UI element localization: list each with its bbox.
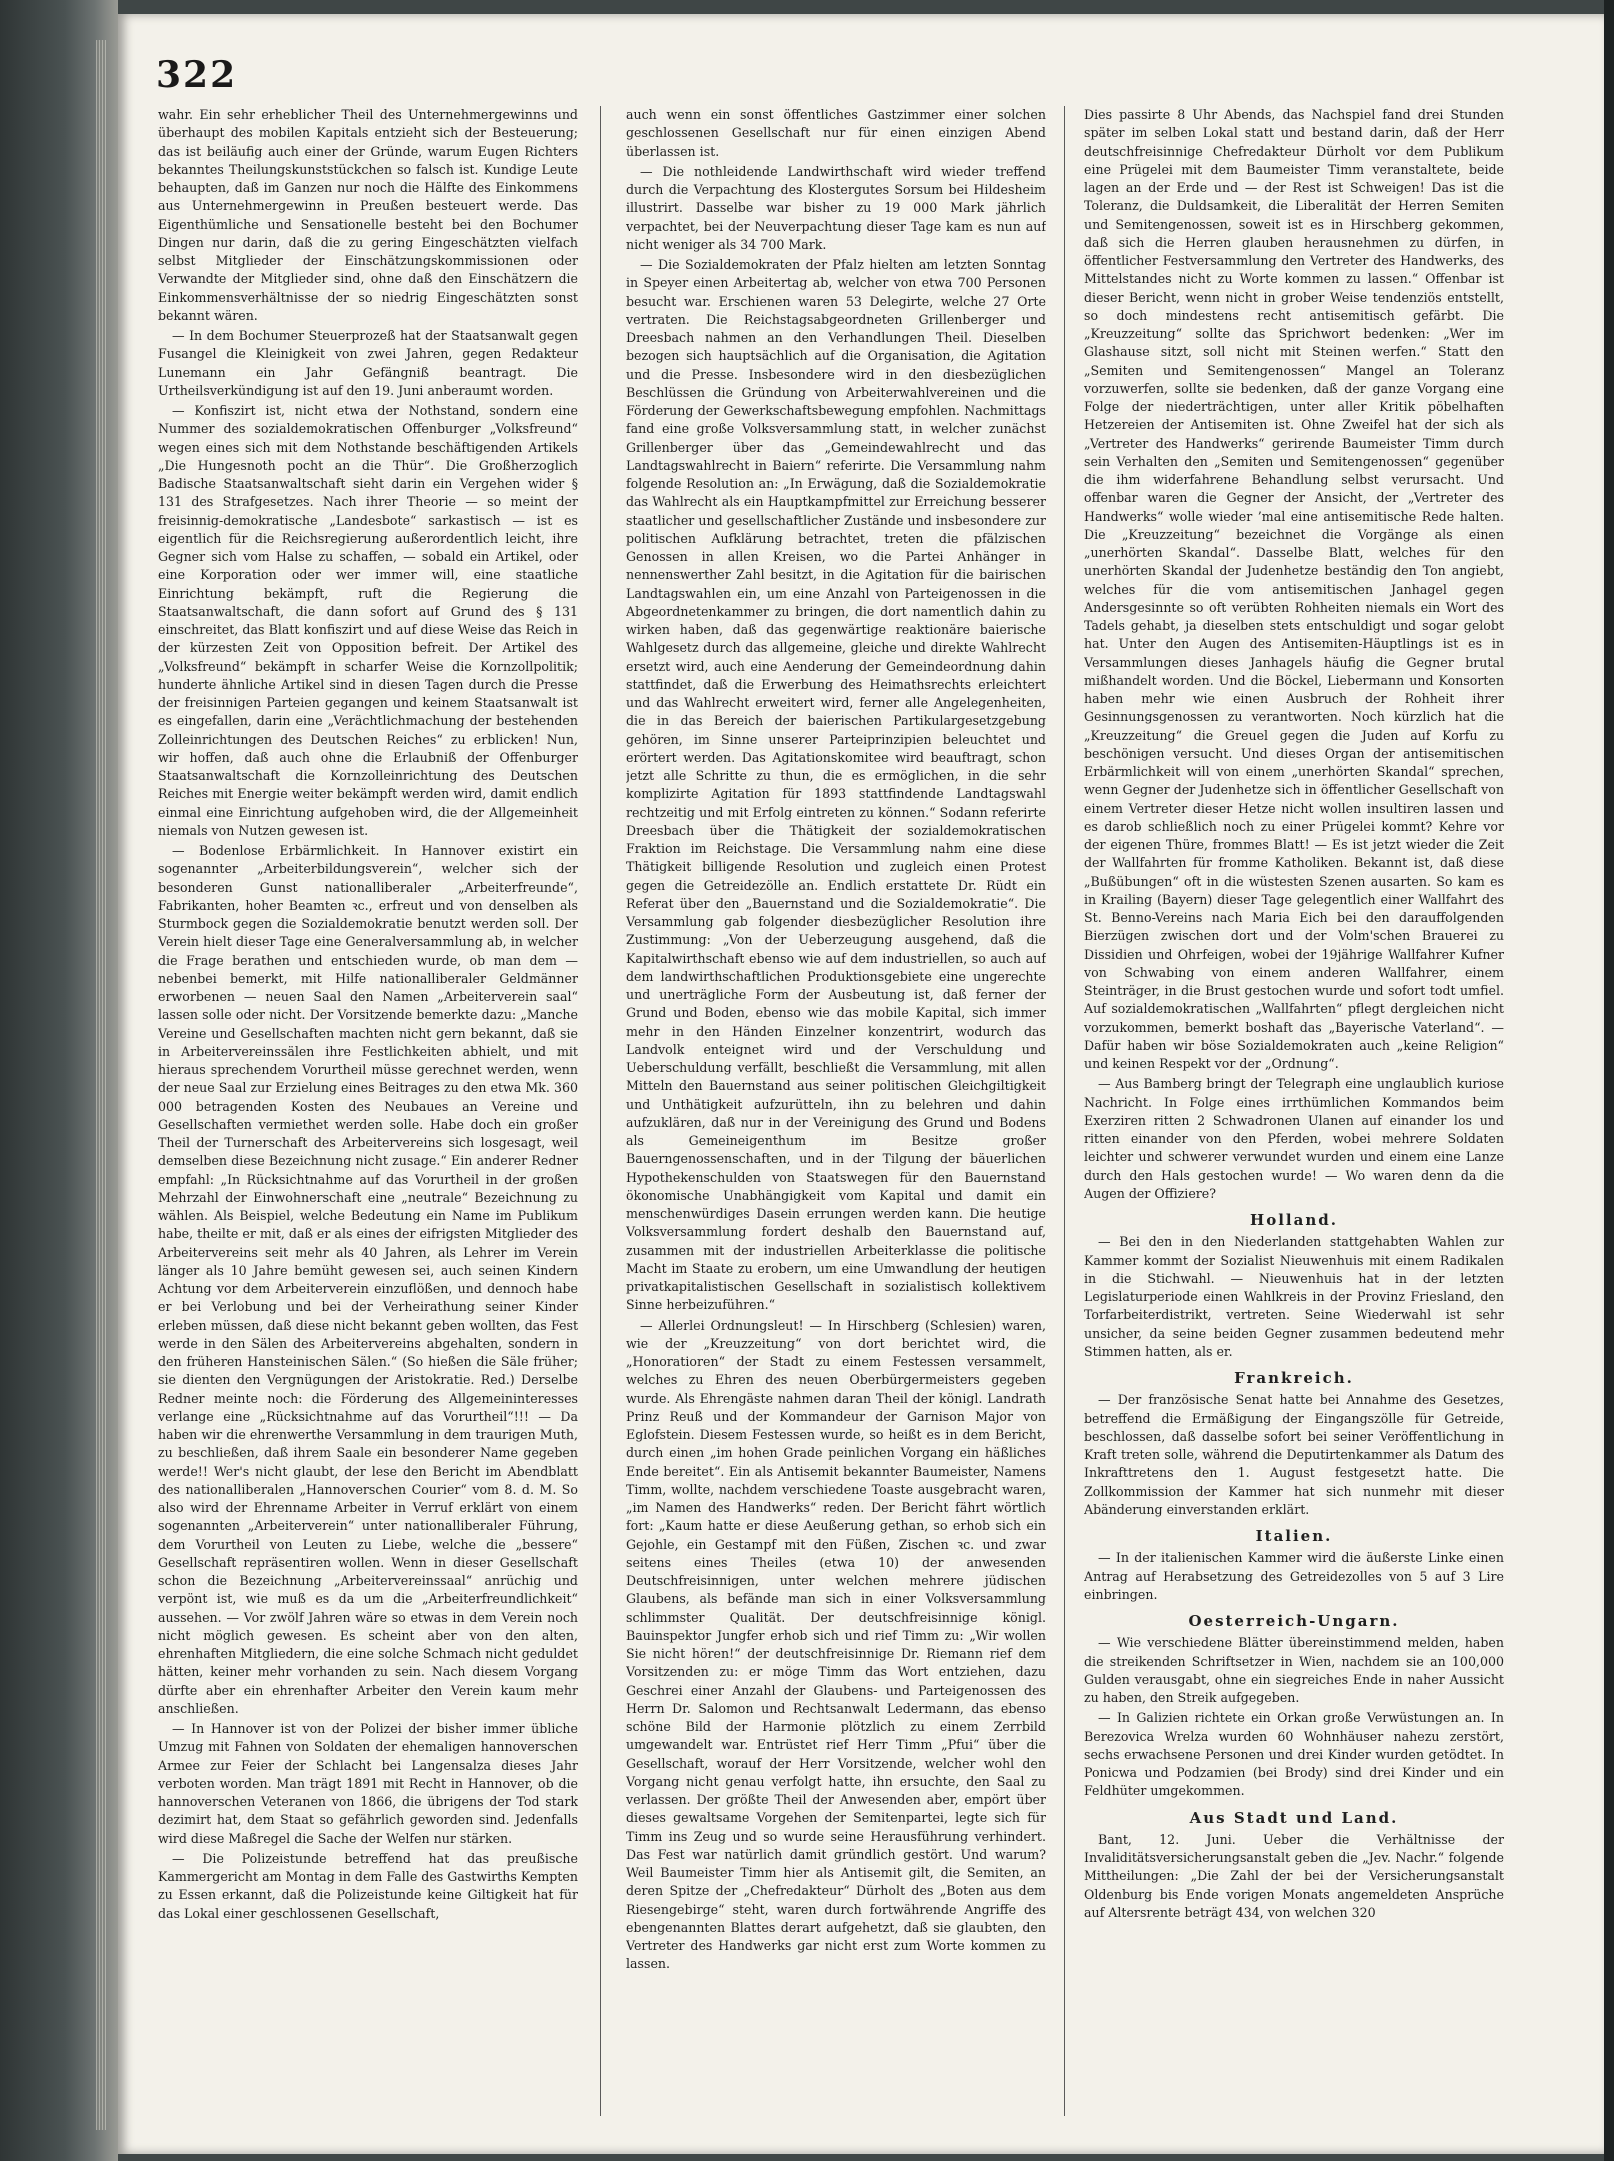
section-heading-holland: Holland. [1250, 1211, 1338, 1229]
article-paragraph: — Allerlei Ordnungsleut! — In Hirschberg (Schlesien) waren, wie der „Kreuzzeitung“ von dort berichtet wird, die „Honoratioren“ der Stadt zu einem Festessen versammelt, welches zu Ehren des neuen Oberbürgermeisters gegeben wurde. Als Ehrengäste nahmen daran Theil der königl. Landrath Prinz Reuß und der Kommandeur der Garnison Major von Eglofstein. Diesem Festessen wurde, so heißt es in dem Bericht, durch einen „im hohen Grade peinlichen Vorgang ein häßliches Ende bereitet“. Ein als Antisemit bekannter Baumeister, Namens Timm, wollte, nachdem verschiedene Toaste ausgebracht waren, „im Namen des Handwerks“ reden. Der Bericht fährt wörtlich fort: „Kaum hatte er diese Aeußerung gethan, so erhob sich ein Gejohle, ein Gestampf mit den Füßen, Zischen ꝛc. und zwar seitens eines Theiles (etwa 10) der anwesenden Deutschfreisinnigen, unter welchen mehrere jüdischen Glaubens, als befände man sich in einer Volksversammlung schlimmster Qualität. Der deutschfreisinnige königl. Bauinspektor Jungfer erhob sich und rief Timm zu: „Wir wollen Sie nicht hören!“ der deutschfreisinnige Dr. Riemann rief dem Vorsitzenden zu: er möge Timm das Wort entziehen, dazu Geschrei einer Anzahl der Glaubens- und Parteigenossen des Herrn Dr. Salomon und Rechtsanwalt Ledermann, das ebenso schöne Bild der Harmonie plötzlich zu einem Zerrbild umgewandelt war. Entrüstet rief Herr Timm „Pfui“ über die Gesellschaft, worauf der Herr Vorsitzende, welcher wohl den Vorgang nicht genau verfolgt hatte, ihn ersuchte, den Saal zu verlassen. Der größte Theil der Anwesenden aber, empört über dieses gewaltsame Vorgehen der Semitenpartei, legte sich für Timm ins Zeug und so wurde seine Herausführung verhindert. Das Fest war natürlich damit gründlich gestört. Und warum? Weil Baumeister Timm hier als Antisemit gilt, die Semiten, an deren Spitze der „Chefredakteur“ Dürholt des „Boten aus dem Riesengebirge“ steht, waren durch fortwährende Angriffe des ebengenannten Blattes derart aufgehetzt, daß sie glaubten, den Vertreter des Handwerks gar nicht erst zum Worte kommen zu lassen. [626, 1317, 1046, 1972]
section-heading-stadt-und-land: Aus Stadt und Land. [1189, 1808, 1399, 1827]
article-paragraph: — Die Polizeistunde betreffend hat das preußische Kammergericht am Montag in dem Falle des Gastwirths Kempten zu Essen erkannt, daß die Polizeistunde keine Giltigkeit hat für das Lokal einer geschlossenen Gesellschaft, [158, 1850, 578, 1921]
article-paragraph: — Wie verschiedene Blätter übereinstimmend melden, haben die streikenden Schriftsetzer in Wien, nachdem sie an 100,000 Gulden verausgabt, ohne ein siegreiches Ende in naher Aussicht zu haben, den Streik aufgegeben. [1084, 1635, 1504, 1705]
article-paragraph: — Die Sozialdemokraten der Pfalz hielten am letzten Sonntag in Speyer einen Arbeitertag ab, welcher von etwa 700 Personen besucht war. Erschienen waren 53 Delegirte, welche 27 Orte vertraten. Die Reichstagsabgeordneten Grillenberger und Dreesbach nahmen an den Verhandlungen Theil. Dieselben bezogen sich hauptsächlich auf die Organisation, die Agitation und die Presse. Insbesondere wird in den diesbezüglichen Beschlüssen die Gründung von Arbeiterwahlvereinen und die Förderung der Gewerkschaftsbewegung empfohlen. Nachmittags fand eine große Volksversammlung statt, in welcher zunächst Grillenberger über das „Gemeindewahlrecht und das Landtagswahlrecht in Baiern“ referirte. Die Versammlung nahm folgende Resolution an: „In Erwägung, daß die Sozialdemokratie das Wahlrecht als ein Hauptkampfmittel zur Erreichung besserer staatlicher und gesellschaftlicher Zustände und insbesondere zur politischen Aufklärung betrachtet, treten die pfälzischen Genossen in allen Kreisen, wo die Partei Anhänger in nennenswerther Zahl besitzt, in die Agitation für die bairischen Landtagswahlen ein, um eine Anzahl von Parteigenossen in die Abgeordnetenkammer zu bringen, die dort namentlich dahin zu wirken haben, daß das gegenwärtige reaktionäre baierische Wahlgesetz durch das allgemeine, gleiche und direkte Wahlrecht ersetzt wird, auch eine Aenderung der Gemeindeordnung dahin stattfindet, daß die Erwerbung des Heimathsrechts erleichtert und das Wahlrecht erweitert wird, ferner alle Angelegenheiten, die in das Bereich der baierischen Partikulargesetzgebung gehören, im Sinne unserer Parteiprinzipien beleuchtet und erörtert werden. Das Agitationskomitee wird beauftragt, schon jetzt alle Schritte zu thun, die es ermöglichen, in die sehr komplizirte Agitation für 1893 stattfindende Landtagswahl rechtzeitig und mit Erfolg eintreten zu können.“ Sodann referirte Dreesbach über die Thätigkeit der sozialdemokratischen Fraktion im Reichstage. Die Versammlung nahm eine diese Thätigkeit billigende Resolution und zugleich einen Protest gegen die Getreidezölle an. Endlich erstattete Dr. Rüdt ein Referat über den „Bauernstand und die Sozialdemokratie“. Die Versammlung gab folgender diesbezüglicher Resolution ihre Zustimmung: „Von der Ueberzeugung ausgehend, daß die Kapitalwirthschaft ebenso wie auf dem industriellen, so auch auf dem landwirthschaftlichen Produktionsgebiete eine ungerechte und unerträgliche Form der Ausbeutung ist, daß ferner der Grund und Boden, ebenso wie das mobile Kapital, sich immer mehr in den Händen Einzelner konzentrirt, wodurch das Landvolk enteignet wird und der Verschuldung und Ueberschuldung verfällt, beschließt die Versammlung, mit allen Mitteln den Bauernstand aus seiner politischen Gleichgiltigkeit und Unthätigkeit aufzurütteln, ihn zu belehren und dahin aufzuklären, daß nur in der Vereinigung des Grund und Bodens als Gemeineigenthum im Besitze großer Bauerngenossenschaften, und in der Tilgung der bäuerlichen Hypothekenschulden von Staatswegen für den Bauernstand ökonomische Unabhängigkeit vom Kapital und damit ein menschenwürdiges Dasein errungen werden kann. Die heutige Volksversammlung fordert deshalb den Bauernstand auf, zusammen mit der industriellen Arbeiterklasse die politische Macht im Staate zu erobern, um eine Umwandlung der heutigen privatkapitalistischen Gesellschaft in sozialistisch kollektivem Sinne herbeizuführen.“ [626, 257, 1046, 1313]
article-paragraph: auch wenn ein sonst öffentliches Gastzimmer einer solchen geschlossenen Gesellschaft nur für einen einzigen Abend überlassen ist. [626, 107, 1046, 159]
article-paragraph: — Die nothleidende Landwirthschaft wird wieder treffend durch die Verpachtung des Klostergutes Sorsum bei Hildesheim illustrirt. Dasselbe war bisher zu 19 000 Mark jährlich verpachtet, bei der Neuverpachtung dieser Tage kam es nun auf nicht weniger als 34 700 Mark. [626, 163, 1046, 252]
column-3 [1084, 106, 1504, 2116]
article-paragraph: — In Hannover ist von der Polizei der bisher immer übliche Umzug mit Fahnen von Soldaten der ehemaligen hannoverschen Armee zur Feier der Schlacht bei Langensalza dieses Jahr verboten worden. Man trägt 1891 mit Recht in Hannover, ob die hannoverschen Veteranen von 1866, die übrigens der Tod stark dezimirt hat, dem Staat so gefährlich geworden sind. Jedenfalls wird diese Maßregel die Sache der Welfen nur stärken. [158, 1721, 578, 1846]
article-paragraph: — In Galizien richtete ein Orkan große Verwüstungen an. In Berezovica Wrelza wurden 60 Wohnhäuser nahezu zerstört, sechs erwachsene Personen und drei Kinder wurden getödtet. In Ponicwa und Podzamien (bei Brody) sind drei Kinder und ein Feldhüter umgekommen. [1084, 1710, 1504, 1799]
article-paragraph: Dies passirte 8 Uhr Abends, das Nachspiel fand drei Stunden später im selben Lokal statt und bestand darin, daß der Herr deutschfreisinnige Chefredakteur Dürholt vor dem Publikum eine Prügelei mit dem Baumeister Timm veranstaltete, beide lagen an der Erde und — der Rest ist Schweigen! Das ist die Toleranz, die Duldsamkeit, die Liberalität der Herren Semiten und Semitengenossen, soweit ist es in Hirschberg gekommen, daß sich die Herren glauben herausnehmen zu dürfen, in öffentlicher Festversammlung den Vertreter des Handwerks, des Mittelstandes nicht zu Worte kommen zu lassen.“ Offenbar ist dieser Bericht, wenn nicht in grober Weise tendenziös entstellt, so doch mindestens recht antisemitisch gefärbt. Die „Kreuzzeitung“ sollte das Sprichwort bedenken: „Wer im Glashause sitzt, soll nicht mit Steinen werfen.“ Statt den „Semiten und Semitengenossen“ Mangel an Toleranz vorzuwerfen, sollte sie bedenken, daß der ganze Vorgang eine Folge der niederträchtigen, unter aller Kritik pöbelhaften Hetzereien der Antisemiten ist. Ohne Zweifel hat der sich als „Vertreter des Handwerks“ gerirende Baumeister Timm durch sein Verhalten den „Semiten und Semitengenossen“ gegenüber die ihm widerfahrene Behandlung selbst verursacht. Und offenbar waren die Gegner der Ansicht, der „Vertreter des Handwerks“ wolle wieder ’mal eine antisemitische Rede halten. Die „Kreuzzeitung“ bezeichnet die Vorgänge als einen „unerhörten Skandal“. Dasselbe Blatt, welches für den unerhörten Skandal der Judenhetze beständig den Ton angiebt, welches für die vom antisemitischen Janhagel gegen Andersgesinnte so oft verübten Rohheiten niemals ein Wort des Tadels gehabt, ja dieselben stets entschuldigt und sogar gelobt hat. Unter den Augen des Antisemiten-Häuptlings ist es in Versammlungen dieses Janhagels häufig die Gegner brutal mißhandelt worden. Und die Böckel, Liebermann und Konsorten haben mehr wie einen Ausbruch der Rohheit ihrer Gesinnungsgenossen zu verantworten. Noch kürzlich hat die „Kreuzzeitung“ die Greuel gegen die Juden auf Korfu zu beschönigen versucht. Und dieses Organ der antisemitischen Erbärmlichkeit will von einem „unerhörten Skandal“ sprechen, wenn Gegner der Judenhetze sich in öffentlicher Gesellschaft von einem Vertreter dieser Hetze nicht wollen insultiren lassen und es darob schließlich noch zu einer Prügelei kommt? Kehre vor der eigenen Thüre, frommes Blatt! — Es ist jetzt wieder die Zeit der Wallfahrten für fromme Katholiken. Bekannt ist, daß diese „Bußübungen“ oft in die wüstesten Szenen ausarten. So kam es in Krailing (Bayern) dieser Tage gelegentlich einer Wallfahrt des St. Benno-Vereins nach Maria Eich bei den darauffolgenden Bierzügen zwischen dort und der Volm'schen Brauerei zu Dissidien und Ohrfeigen, wobei der 19jährige Wallfahrer Kufner von Schwabing von einem anderen Wallfahrer, einem Steinträger, in die Brust gestochen wurde und sofort todt umfiel. Auf sozialdemokratischen „Wallfahrten“ pflegt dergleichen nicht vorzukommen, bemerkt boshaft das „Bayerische Vaterland“. — Dafür haben wir böse Sozialdemokraten auch „keine Religion“ und keinen Respekt vor der „Ordnung“. [1084, 107, 1504, 1071]
article-paragraph: — In dem Bochumer Steuerprozeß hat der Staatsanwalt gegen Fusangel die Kleinigkeit von zwei Jahren, gegen Redakteur Lunemann ein Jahr Gefängniß beantragt. Die Urtheilsverkündigung ist auf den 19. Juni anberaumt worden. [158, 328, 578, 398]
article-paragraph: — Bodenlose Erbärmlichkeit. In Hannover existirt ein sogenannter „Arbeiterbildungsverein“, welcher sich der besonderen Gunst nationalliberaler „Arbeiterfreunde“, Fabrikanten, hoher Beamten ꝛc., erfreut und von denselben als Sturmbock gegen die Sozialdemokratie benutzt werden soll. Der Verein hielt dieser Tage eine Generalversammlung ab, in welcher die Frage berathen und entschieden wurde, ob man dem — nebenbei bemerkt, mit Hilfe nationalliberaler Geldmänner erworbenen — neuen Saal den Namen „Arbeiterverein saal“ lassen solle oder nicht. Der Vorsitzende bemerkte dazu: „Manche Vereine und Gesellschaften machten nicht gern bekannt, daß sie in Arbeitervereinssälen ihre Festlichkeiten abhielt, und mit hieraus sprechendem Vorurtheil müsse gerechnet werden, wenn der neue Saal zur Erzielung eines Beitrages zu den etwa Mk. 360 000 betragenden Kosten des Neubaues an Vereine und Gesellschaften vermiethet werden solle. Habe doch ein großer Theil der Turnerschaft des Arbeitervereins sich losgesagt, weil demselben diese Bezeichnung nicht zusage.“ Ein anderer Redner empfahl: „In Rücksichtnahme auf das Vorurtheil in der großen Mehrzahl der Einwohnerschaft eine „neutrale“ Bezeichnung zu wählen. Als Beispiel, welche Bedeutung ein Name im Publikum habe, theilte er mit, daß er als eines der eifrigsten Mitglieder des Arbeitervereins seit mehr als 40 Jahren, als Lehrer im Verein länger als 10 Jahre bemüht gewesen sei, auch seinen Kindern Achtung vor dem Arbeiterverein einzuflößen, und dennoch habe er bei Verlobung und bei der Verheirathung seiner Kinder erleben müssen, daß diese nicht bekannt geben wollten, das Fest werde in den Sälen des Arbeitervereins abgehalten, sondern in den früheren Hansteinischen Sälen.“ (So hießen die Säle früher; sie dienten den Vergnügungen der Aristokratie. Red.) Derselbe Redner meinte noch: die Förderung des Allgemeininteresses verlange eine „Rücksichtnahme auf das Vorurtheil“!!! — Da haben wir die ehrenwerthe Versammlung in dem traurigen Muth, zu beschließen, daß ihrem Saale ein besonderer Name gegeben werde!! Wer's nicht glaubt, der lese den Bericht im Abendblatt des nationalliberalen „Hannoverschen Courier“ vom 8. d. M. So also wird der Ehrenname Arbeiter in Verruf erklärt von einem sogenannten „Arbeiterverein“ unter nationalliberaler Führung, dem Vorurtheil von Leuten zu Liebe, welche die „bessere“ Gesellschaft repräsentiren wollen. Wenn in dieser Gesellschaft schon die Bezeichnung „Arbeitervereinssaal“ anrüchig und verpönt ist, wie muß es da um die „Arbeiterfreundlichkeit“ aussehen. — Vor zwölf Jahren wäre so etwas in dem Verein noch nicht möglich gewesen. Es scheint aber von den alten, ehrenhaften Mitgliedern, die eine solche Schmach nicht geduldet hätten, keiner mehr vorhanden zu sein. Nach diesem Vorgang dürfte aber ein ehrenhafter Arbeiter den Verein kaum mehr anschließen. [158, 843, 578, 1716]
article-paragraph: — In der italienischen Kammer wird die äußerste Linke einen Antrag auf Herabsetzung des Getreidezolles von 5 auf 3 Lire einbringen. [1084, 1550, 1504, 1602]
column-rule [1064, 106, 1065, 2116]
article-paragraph: — Der französische Senat hatte bei Annahme des Gesetzes, betreffend die Ermäßigung der Eingangszölle für Getreide, beschlossen, daß dasselbe sofort bei seiner Veröffentlichung in Kraft treten solle, während die Deputirtenkammer als Datum des Inkrafttretens den 1. August festgesetzt hatte. Die Zollkommission der Kammer hat sich nunmehr mit dieser Abänderung einverstanden erklärt. [1084, 1392, 1504, 1517]
article-paragraph: — Konfiszirt ist, nicht etwa der Nothstand, sondern eine Nummer des sozialdemokratischen Offenburger „Volksfreund“ wegen eines sich mit dem Nothstande beschäftigenden Artikels „Die Hungesnoth pocht an die Thür“. Die Großherzoglich Badische Staatsanwaltschaft sieht darin ein Vergehen wider § 131 des Strafgesetzes. Nach ihrer Theorie — so meint der freisinnig-demokratische „Landesbote“ sarkastisch — ist es eigentlich für die Reichsregierung außerordentlich leicht, ihre Gegner sich vom Halse zu schaffen, — sobald ein Artikel, oder eine Korporation oder wer immer will, eine staatliche Einrichtung bekämpft, ruft die Regierung die Staatsanwaltschaft, die dann sofort auf Grund des § 131 einschreitet, das Blatt konfiszirt und auf diese Weise das Reich in der kürzesten Zeit von Opposition befreit. Der Artikel des „Volksfreund“ bekämpft in scharfer Weise die Kornzollpolitik; hunderte ähnliche Artikel sind in diesen Tagen durch die Presse der freisinnigen Parteien gegangen und keinem Staatsanwalt ist es eingefallen, darin eine „Verächtlichmachung der bestehenden Zolleinrichtungen des Deutschen Reiches“ zu erblicken! Nun, wir hoffen, daß auch ohne die Erlaubniß der Offenburger Staatsanwaltschaft die Kornzolleinrichtung des Deutschen Reiches mit Energie weiter bekämpft werden wird, damit endlich einmal eine Einrichtung aufgehoben wird, die der Allgemeinheit niemals von Nutzen gewesen ist. [158, 403, 578, 838]
article-paragraph: wahr. Ein sehr erheblicher Theil des Unternehmergewinns und überhaupt des mobilen Kapitals entzieht sich der Besteuerung; das ist beiläufig auch einer der Gründe, warum Eugen Richters bekanntes Theilungskunststückchen so falsch ist. Kundige Leute behaupten, daß im Ganzen nur noch die Hälfte des Einkommens aus Unternehmergewinn in Preußen besteuert werde. Das Eigenthümliche und Sensationelle besteht bei den Bochumer Dingen nur darin, daß die zu gering Eingeschätzten vielfach selbst Mitglieder der Einschätzungskommissionen oder Verwandte der Mitglieder sind, ohne daß den Einschätzern die Einkommensverhältnisse der so niedrig Eingeschätzten sonst bekannt wären. [158, 107, 578, 323]
section-heading-frankreich: Frankreich. [1234, 1369, 1354, 1387]
section-heading-oesterreich-ungarn: Oesterreich-Ungarn. [1188, 1612, 1400, 1630]
page-number: 322 [156, 54, 238, 96]
newspaper-page [118, 14, 1604, 2154]
section-heading-italien: Italien. [1255, 1527, 1333, 1545]
column-1 [158, 106, 578, 2116]
column-rule [600, 106, 601, 2116]
column-2 [626, 106, 1046, 2116]
article-paragraph: Bant, 12. Juni. Ueber die Verhältnisse der Invaliditätsversicherungsanstalt geben die „Jev. Nachr.“ folgende Mittheilungen: „Die Zahl der bei der Versicherungsanstalt Oldenburg bis Ende vorigen Monats angemeldeten Ansprüche auf Altersrente beträgt 434, von welchen 320 [1084, 1831, 1504, 1920]
article-paragraph: — Bei den in den Niederlanden stattgehabten Wahlen zur Kammer kommt der Sozialist Nieuwenhuis mit einem Radikalen in die Stichwahl. — Nieuwenhuis hat in der letzten Legislaturperiode einen Wahlkreis in der Provinz Friesland, den Torfarbeiterdistrikt, vertreten. Seine Wiederwahl ist sehr unsicher, da seine beiden Gegner zusammen bedeutend mehr Stimmen hatten, als er. [1084, 1234, 1504, 1359]
article-paragraph: — Aus Bamberg bringt der Telegraph eine unglaublich kuriose Nachricht. In Folge eines irrthümlichen Kommandos beim Exerziren ritten 2 Schwadronen Ulanen auf einander los und ritten einander von den Pferden, wobei mehrere Soldaten leichter und schwerer verwundet wurden und einem eine Lanze durch den Hals gestochen wurde! — Wo waren denn da die Augen der Offiziere? [1084, 1076, 1504, 1201]
scan-border [1604, 0, 1614, 2161]
page-edges [96, 40, 106, 2130]
